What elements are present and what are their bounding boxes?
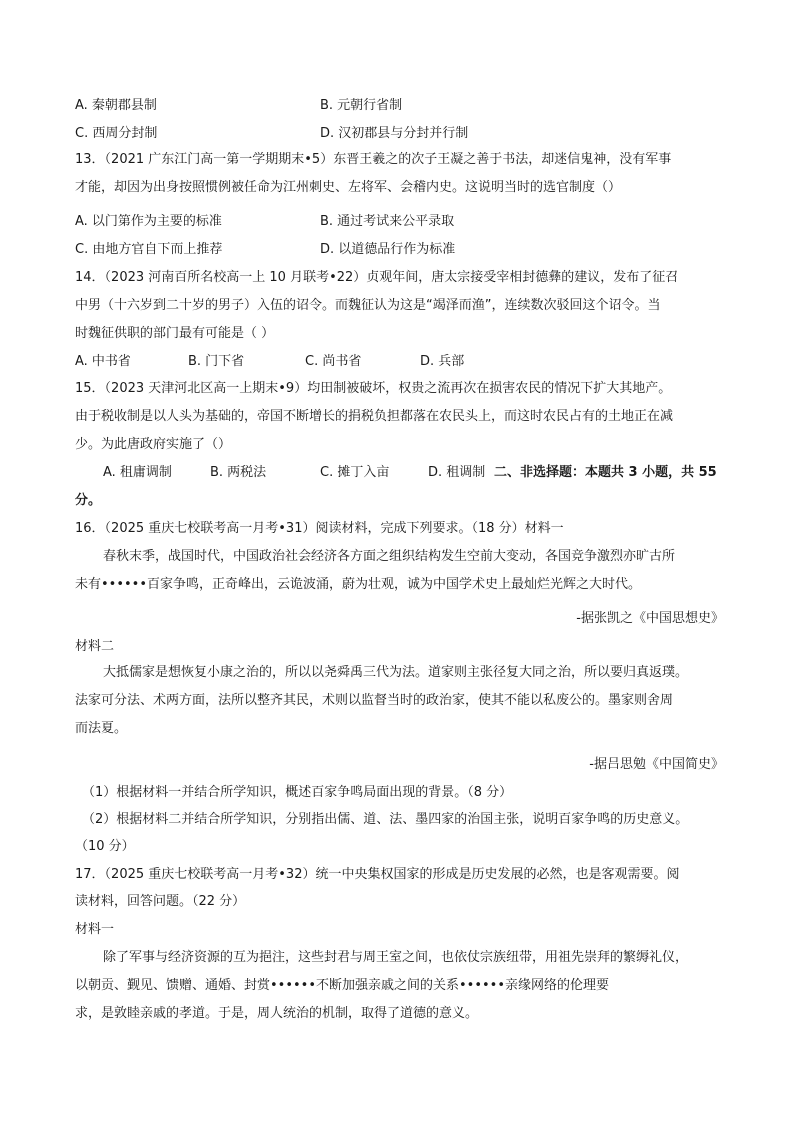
q16-material1-line: 未有••••••百家争鸣，正奇峰出，云诡波涌，蔚为壮观，诚为中国学术史上最灿烂光辉之大时代。 [75,577,642,592]
q13-option-a: A. 以门第作为主要的标准 [75,214,222,229]
q16-material2-line: 大抵儒家是想恢复小康之治的，所以以尧舜禹三代为法。道家则主张径复大同之治，所以要归真返璞。 [103,665,689,680]
q12-option-a: A. 秦朝郡县制 [75,98,157,113]
q17-stem-line: 读材料，回答问题。（22 分） [75,894,246,909]
q14-stem-line: 14．（2023 河南百所名校高一上 10 月联考•22）贞观年间，唐太宗接受宰相封德彝的建议，发布了征召 [75,270,679,285]
q14-option-a: A. 中书省 [75,354,131,369]
q17-material1-label: 材料一 [75,922,115,937]
q15-stem-line: 少。为此唐政府实施了（） [75,437,232,452]
q16-intro: 16．（2025 重庆七校联考高一月考•31）阅读材料，完成下列要求。（18 分）材料一 [75,521,564,536]
q13-stem-line: 13．（2021 广东江门高一第一学期期末•5）东晋王羲之的次子王凝之善于书法，却迷信鬼神，没有军事 [75,152,672,167]
q16-material1-source: -据张凯之《中国思想史》 [576,611,724,626]
q12-option-b: B. 元朝行省制 [320,98,403,113]
q15-option-b: B. 两税法 [210,465,267,480]
section-heading-cont: 分。 [75,493,102,508]
q16-material1-line: 春秋末季，战国时代，中国政治社会经济各方面之组织结构发生空前大变动，各国竞争激烈亦旷古所 [103,549,676,564]
q17-material1-line: 以朝贡、觐见、馈赠、通婚、封赏••••••不断加强亲戚之间的关系••••••亲缘网络的伦理要 [75,978,610,993]
q12-option-d: D. 汉初郡县与分封并行制 [320,126,469,141]
q13-stem-line: 才能，却因为出身按照惯例被任命为江州刺史、左将军、会稽内史。这说明当时的选官制度（） [75,180,622,195]
q14-stem-line: 时魏征供职的部门最有可能是（ ） [75,326,275,341]
q16-subquestion-2-cont: （10 分） [75,839,135,854]
q16-subquestion-2: （2）根据材料二并结合所学知识，分别指出儒、道、法、墨四家的治国主张，说明百家争鸣的历史意义。 [82,812,689,827]
q15-stem-line: 由于税收制是以人头为基础的，帝国不断增长的捐税负担都落在农民头上，而这时农民占有的土地正在减 [75,409,674,424]
q13-option-d: D. 以道德品行作为标准 [320,242,456,257]
q16-subquestion-1: （1）根据材料一并结合所学知识，概述百家争鸣局面出现的背景。（8 分） [82,785,513,800]
q16-material2-source: -据吕思勉《中国简史》 [589,757,724,772]
q14-stem-line: 中男（十六岁到二十岁的男子）入伍的诏令。而魏征认为这是“竭泽而渔”，连续数次驳回这个诏令。当 [75,298,661,313]
q15-option-d: D. 租调制 [428,465,486,480]
q14-option-d: D. 兵部 [420,354,465,369]
q15-stem-line: 15．（2023 天津河北区高一上期末•9）均田制被破坏，权贵之流再次在损害农民的情况下扩大其地产。 [75,381,672,396]
section-heading: 二、非选择题：本题共 3 小题，共 55 [494,465,717,480]
q17-stem-line: 17．（2025 重庆七校联考高一月考•32）统一中央集权国家的形成是历史发展的必然，也是客观需要。阅 [75,867,680,882]
q13-option-c: C. 由地方官自下而上推荐 [75,242,223,257]
q16-material2-line: 法家可分法、术两方面，法所以整齐其民，术则以监督当时的政治家，使其不能以私废公的。墨家则舍周 [75,693,674,708]
q17-material1-line: 求，是敦睦亲戚的孝道。于是，周人统治的机制，取得了道德的意义。 [75,1006,479,1021]
q12-option-c: C. 西周分封制 [75,126,158,141]
q16-material2-label: 材料二 [75,639,115,654]
q17-material1-line: 除了军事与经济资源的互为挹注，这些封君与周王室之间，也依仗宗族纽带，用祖先崇拜的繁缛礼仪， [103,950,689,965]
q14-option-b: B. 门下省 [188,354,245,369]
q15-option-c: C. 摊丁入亩 [320,465,390,480]
q13-option-b: B. 通过考试来公平录取 [320,214,455,229]
q15-option-a: A. 租庸调制 [103,465,172,480]
q14-option-c: C. 尚书省 [305,354,362,369]
q16-material2-line: 而法夏。 [75,721,128,736]
